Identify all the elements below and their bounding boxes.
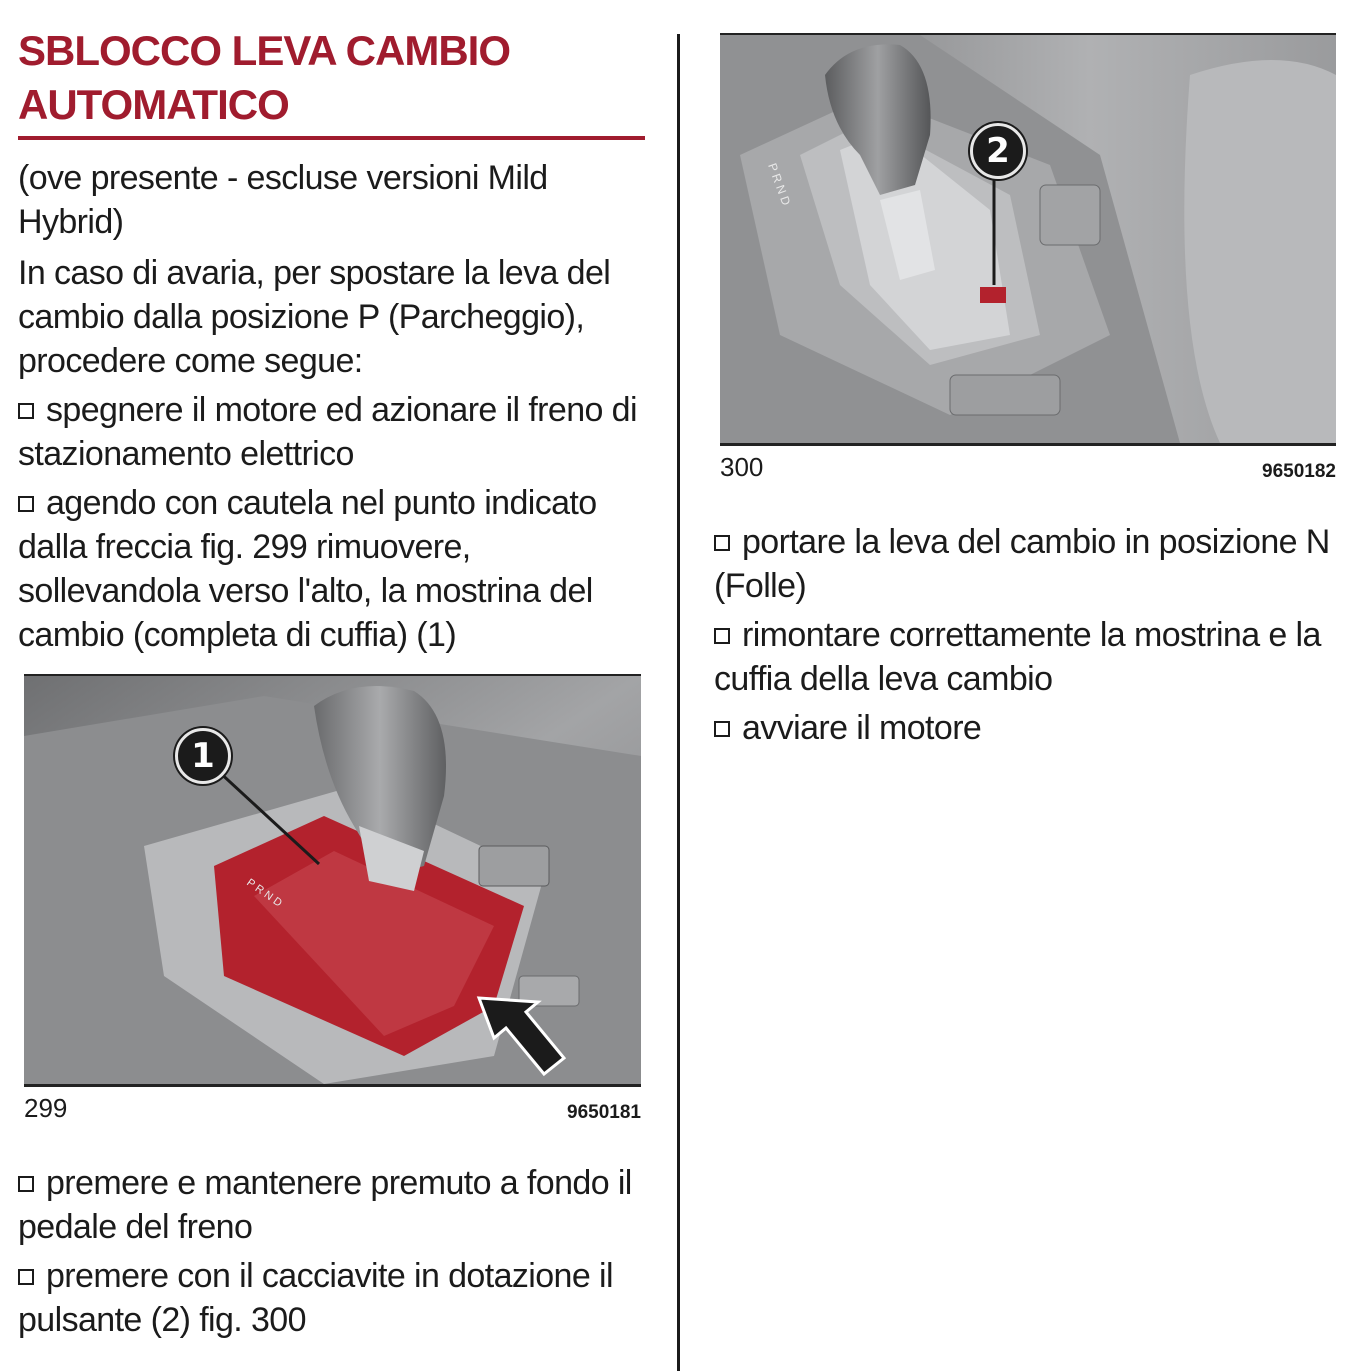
step-text: avviare il motore <box>742 709 982 747</box>
title-line-1: SBLOCCO LEVA CAMBIO <box>18 27 510 74</box>
figure-caption <box>720 452 1336 483</box>
step-text: rimontare correttamente la mostrina e la cuffia della leva cambio <box>714 616 1321 698</box>
checkbox-square-icon <box>18 1269 34 1285</box>
gear-release-illustration <box>720 35 1336 443</box>
step-text: premere con il cacciavite in dotazione il pulsante (2) fig. 300 <box>18 1257 613 1339</box>
figure-caption <box>24 1093 641 1124</box>
figure-code: 9650182 <box>1262 461 1336 482</box>
title-line-2: AUTOMATICO <box>18 81 289 128</box>
step-item <box>714 613 1338 701</box>
figure-number: 299 <box>24 1093 68 1123</box>
left-column <box>18 24 648 1339</box>
gear-shifter-photo <box>720 33 1336 446</box>
checkbox-square-icon <box>714 535 730 551</box>
figure-300 <box>720 33 1336 483</box>
figure-299 <box>24 674 641 1124</box>
column-divider <box>677 34 680 1371</box>
checkbox-square-icon <box>18 403 34 419</box>
step-text: premere e mantenere premuto a fondo il pedale del freno <box>18 1164 632 1246</box>
step-text: spegnere il motore ed azionare il freno di stazionamento elettrico <box>18 391 637 473</box>
step-item <box>18 388 648 476</box>
availability-note: (ove presente - escluse versioni Mild Hybrid) <box>18 159 548 241</box>
callout-2: 2 <box>970 123 1026 179</box>
gear-letters: P R N D <box>244 876 285 910</box>
gear-letters: P R N D <box>765 161 794 208</box>
checkbox-square-icon <box>18 496 34 512</box>
step-item <box>714 520 1338 608</box>
step-item <box>18 1254 648 1342</box>
right-steps <box>714 515 1338 750</box>
gear-shifter-illustration <box>24 676 641 1084</box>
checkbox-square-icon <box>714 628 730 644</box>
step-text: portare la leva del cambio in posizione N (Folle) <box>714 523 1330 605</box>
step-item <box>714 706 1338 750</box>
section-title <box>18 24 645 140</box>
checkbox-square-icon <box>18 1176 34 1192</box>
step-item <box>18 481 648 657</box>
callout-1: 1 <box>175 728 231 784</box>
lower-steps <box>18 1156 648 1342</box>
step-text: agendo con cautela nel punto indicato dalla freccia fig. 299 rimuovere, sollevandola verso l'alto, la mostrina del cambio (completa di cuffia) (1) <box>18 484 597 654</box>
gear-shifter-photo <box>24 674 641 1087</box>
figure-number: 300 <box>720 452 764 482</box>
intro-paragraph: In caso di avaria, per spostare la leva del cambio dalla posizione P (Parcheggio), procedere come segue: <box>18 254 611 380</box>
figure-code: 9650181 <box>567 1102 641 1123</box>
step-item <box>18 1161 648 1249</box>
checkbox-square-icon <box>714 721 730 737</box>
